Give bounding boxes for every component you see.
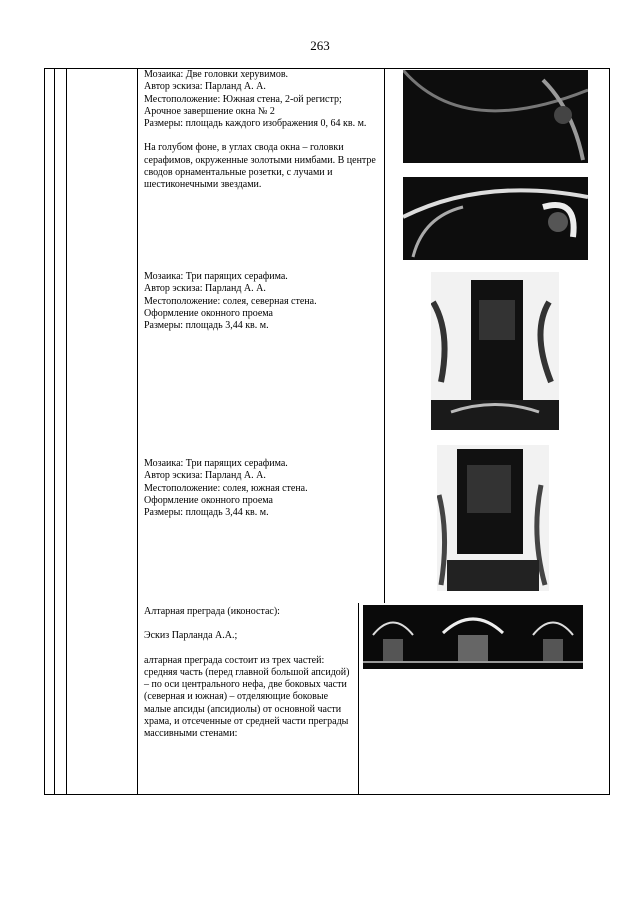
entry-placement: Оформление оконного проема — [144, 494, 273, 506]
cherubim-mosaic-photo-2 — [403, 177, 588, 260]
column-divider — [358, 603, 359, 795]
entry-location: Местоположение: солея, южная стена. — [144, 482, 308, 494]
entry-iconostasis — [144, 606, 352, 741]
entry-cherubim-mosaic — [144, 69, 380, 192]
entry-description: алтарная преграда состоит из трех частей: средняя часть (перед главной большой апсидой) – по оси центрального нефа, две боковых части (северная и южная) – отделяющие боковые малые апсиды (апсидиолы) от основной части храма, и отсеченные от средней части преграды массивными стенами: — [144, 654, 350, 740]
entry-author: Автор эскиза: Парланд А. А. — [144, 470, 266, 482]
column-divider — [54, 68, 55, 795]
column-divider — [66, 68, 67, 795]
page-number: 263 — [310, 38, 330, 53]
cherubim-mosaic-photo-1 — [403, 70, 588, 163]
column-divider — [384, 68, 385, 603]
entry-description: На голубом фоне, в углах свода окна – головки серафимов, окруженные золотыми нимбами. В центре сводов орнаментальные розетки, с лучами и шестиконечными звездами. — [144, 142, 376, 191]
entry-author: Автор эскиза: Парланд А. А. — [144, 81, 266, 93]
entry-size: Размеры: площадь 3,44 кв. м. — [144, 507, 269, 519]
seraphim-south-photo — [437, 445, 549, 591]
entry-size: Размеры: площадь каждого изображения 0, 64 кв. м. — [144, 118, 367, 130]
entry-title: Мозаика: Три парящих серафима. — [144, 458, 288, 469]
entry-author: Эскиз Парланда А.А.; — [144, 630, 238, 642]
iconostasis-photo — [363, 605, 583, 669]
seraphim-north-photo — [431, 272, 559, 430]
entry-seraphim-north — [144, 271, 380, 332]
entry-location: Местоположение: солея, северная стена. — [144, 295, 317, 307]
entry-size: Размеры: площадь 3,44 кв. м. — [144, 320, 269, 332]
entry-title: Алтарная преграда (иконостас): — [144, 606, 280, 617]
entry-location: Местоположение: Южная стена, 2-ой регистр; — [144, 93, 342, 105]
entry-placement: Арочное завершение окна № 2 — [144, 105, 275, 117]
entry-title: Мозаика: Две головки херувимов. — [144, 69, 289, 80]
column-divider — [137, 68, 138, 795]
entry-placement: Оформление оконного проема — [144, 307, 273, 319]
entry-title: Мозаика: Три парящих серафима. — [144, 271, 288, 282]
entry-author: Автор эскиза: Парланд А. А. — [144, 283, 266, 295]
entry-seraphim-south — [144, 458, 380, 519]
